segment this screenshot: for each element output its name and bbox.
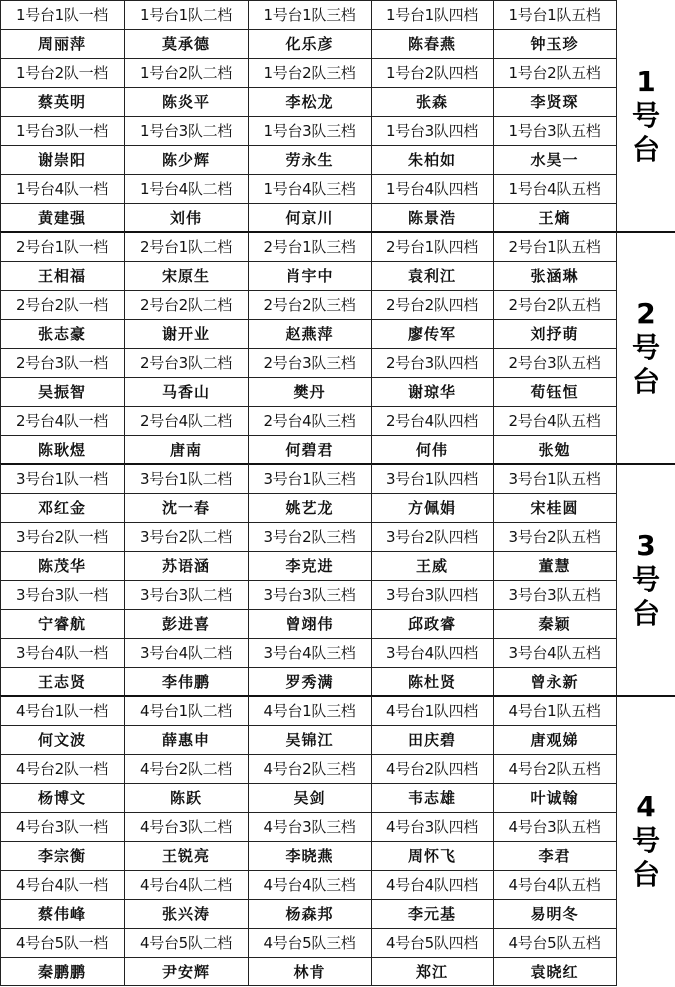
slot-label: 4号台4队五档 <box>508 876 601 894</box>
person-name: 吴锦江 <box>285 731 334 749</box>
person-name: 杨森邦 <box>285 905 334 923</box>
person-name: 董慧 <box>538 557 571 575</box>
column-divider <box>493 464 494 696</box>
slot-label: 1号台2队三档 <box>263 64 356 82</box>
column-divider <box>124 0 125 232</box>
person-name: 马香山 <box>161 383 210 401</box>
platform-label-char: 台 <box>631 365 660 398</box>
slot-label: 3号台4队五档 <box>508 644 601 662</box>
slot-label: 2号台3队一档 <box>16 354 108 372</box>
platform-label-char: 台 <box>631 858 660 891</box>
slot-label: 1号台3队二档 <box>140 122 232 140</box>
person-name: 王志贤 <box>37 673 86 691</box>
person-name: 唐观娣 <box>530 731 579 749</box>
slot-label: 4号台3队四档 <box>386 818 478 836</box>
slot-label: 3号台1队一档 <box>16 470 108 488</box>
slot-label: 2号台2队二档 <box>140 296 232 314</box>
slot-label: 1号台4队三档 <box>263 180 356 198</box>
bottom-border <box>0 985 616 986</box>
slot-label: 4号台2队一档 <box>16 760 108 778</box>
person-name: 李君 <box>538 847 571 865</box>
person-name: 宋桂圆 <box>530 499 579 517</box>
platform-label-char: 台 <box>631 133 660 166</box>
slot-label: 4号台5队一档 <box>16 934 108 952</box>
slot-label: 2号台3队五档 <box>508 354 601 372</box>
slot-label: 3号台1队四档 <box>386 470 478 488</box>
person-name: 沈一春 <box>161 499 210 517</box>
platform-label-char: 号 <box>631 563 660 596</box>
platform-label <box>617 0 675 232</box>
slot-label: 4号台5队五档 <box>508 934 601 952</box>
slot-label: 1号台4队一档 <box>16 180 108 198</box>
platform-label-char: 号 <box>631 824 660 857</box>
slot-label: 1号台2队五档 <box>508 64 601 82</box>
platform-label <box>617 464 675 696</box>
person-name: 李伟鹏 <box>161 673 210 691</box>
column-divider <box>124 696 125 986</box>
slot-label: 3号台2队四档 <box>386 528 478 546</box>
platform-label-char: 号 <box>631 331 660 364</box>
slot-label: 3号台3队三档 <box>263 586 356 604</box>
slot-label: 1号台3队一档 <box>16 122 108 140</box>
slot-label: 3号台3队五档 <box>508 586 601 604</box>
slot-label: 4号台3队三档 <box>263 818 356 836</box>
person-name: 陈跃 <box>169 789 202 807</box>
slot-label: 2号台3队三档 <box>263 354 356 372</box>
person-name: 黄建强 <box>37 209 86 227</box>
slot-label: 3号台4队四档 <box>386 644 478 662</box>
person-name: 谢开业 <box>161 325 210 343</box>
slot-label: 3号台1队三档 <box>263 470 356 488</box>
slot-label: 1号台4队二档 <box>140 180 232 198</box>
person-name: 易明冬 <box>530 905 579 923</box>
slot-label: 4号台3队五档 <box>508 818 601 836</box>
column-divider <box>371 232 372 464</box>
person-name: 何伟 <box>415 441 448 459</box>
person-name: 王熵 <box>538 209 571 227</box>
person-name: 何碧君 <box>285 441 334 459</box>
person-name: 林肯 <box>293 963 326 981</box>
person-name: 田庆碧 <box>407 731 456 749</box>
slot-label: 1号台1队三档 <box>263 6 356 24</box>
column-divider <box>0 464 1 696</box>
column-divider <box>493 696 494 986</box>
slot-label: 3号台2队五档 <box>508 528 601 546</box>
platform-label-char: 台 <box>631 597 660 630</box>
top-border <box>0 0 616 1</box>
person-name: 李克进 <box>285 557 334 575</box>
slot-label: 2号台1队五档 <box>508 238 601 256</box>
slot-label: 2号台2队三档 <box>263 296 356 314</box>
slot-label: 4号台1队三档 <box>263 702 356 720</box>
slot-label: 1号台2队四档 <box>386 64 478 82</box>
person-name: 曾翊伟 <box>285 615 334 633</box>
person-name: 王锐亮 <box>161 847 210 865</box>
slot-label: 1号台2队一档 <box>16 64 108 82</box>
person-name: 邓红金 <box>37 499 86 517</box>
person-name: 张森 <box>415 93 448 111</box>
slot-label: 1号台1队二档 <box>140 6 232 24</box>
column-divider <box>493 0 494 232</box>
slot-label: 3号台3队四档 <box>386 586 478 604</box>
person-name: 邱政睿 <box>407 615 456 633</box>
slot-label: 4号台2队三档 <box>263 760 356 778</box>
person-name: 薛惠申 <box>161 731 210 749</box>
person-name: 钟玉珍 <box>530 35 579 53</box>
platform-label-char: 号 <box>631 99 660 132</box>
person-name: 陈茂华 <box>37 557 86 575</box>
person-name: 唐南 <box>169 441 202 459</box>
platform-label <box>617 696 675 986</box>
slot-label: 4号台5队二档 <box>140 934 232 952</box>
slot-label: 1号台1队五档 <box>508 6 601 24</box>
slot-label: 4号台3队二档 <box>140 818 232 836</box>
person-name: 何文波 <box>37 731 86 749</box>
person-name: 罗秀满 <box>285 673 334 691</box>
slot-label: 4号台5队三档 <box>263 934 356 952</box>
slot-label: 4号台4队二档 <box>140 876 232 894</box>
slot-label: 2号台4队三档 <box>263 412 356 430</box>
person-name: 袁利江 <box>407 267 456 285</box>
platform-label <box>617 232 675 464</box>
person-name: 曾永新 <box>530 673 579 691</box>
slot-label: 4号台2队四档 <box>386 760 478 778</box>
person-name: 莫承德 <box>161 35 210 53</box>
person-name: 李宗衡 <box>37 847 86 865</box>
column-divider <box>493 232 494 464</box>
column-divider <box>248 232 249 464</box>
slot-label: 2号台1队二档 <box>140 238 232 256</box>
person-name: 陈炎平 <box>161 93 210 111</box>
slot-label: 2号台3队四档 <box>386 354 478 372</box>
person-name: 彭进喜 <box>161 615 210 633</box>
slot-label: 1号台1队一档 <box>16 6 108 24</box>
slot-label: 4号台3队一档 <box>16 818 108 836</box>
person-name: 朱柏如 <box>407 151 456 169</box>
person-name: 蔡伟峰 <box>37 905 86 923</box>
person-name: 何京川 <box>285 209 334 227</box>
slot-label: 2号台2队四档 <box>386 296 478 314</box>
person-name: 王威 <box>415 557 448 575</box>
column-divider <box>248 0 249 232</box>
slot-label: 4号台1队二档 <box>140 702 232 720</box>
slot-label: 3号台2队三档 <box>263 528 356 546</box>
slot-label: 1号台1队四档 <box>386 6 478 24</box>
slot-label: 1号台2队二档 <box>140 64 232 82</box>
slot-label: 2号台1队一档 <box>16 238 108 256</box>
slot-label: 2号台4队五档 <box>508 412 601 430</box>
slot-label: 3号台1队五档 <box>508 470 601 488</box>
person-name: 廖传军 <box>407 325 456 343</box>
person-name: 李元基 <box>407 905 456 923</box>
person-name: 陈杜贤 <box>407 673 456 691</box>
slot-label: 4号台5队四档 <box>386 934 478 952</box>
slot-label: 3号台3队二档 <box>140 586 232 604</box>
slot-label: 4号台4队三档 <box>263 876 356 894</box>
slot-label: 4号台4队四档 <box>386 876 478 894</box>
person-name: 韦志雄 <box>407 789 456 807</box>
column-divider <box>0 696 1 986</box>
person-name: 宁睿航 <box>37 615 86 633</box>
slot-label: 3号台4队一档 <box>16 644 108 662</box>
person-name: 张涵琳 <box>530 267 579 285</box>
person-name: 肖宇中 <box>285 267 334 285</box>
person-name: 陈少辉 <box>161 151 210 169</box>
column-divider <box>0 0 1 232</box>
person-name: 尹安辉 <box>161 963 210 981</box>
person-name: 周丽萍 <box>37 35 86 53</box>
person-name: 苏语涵 <box>161 557 210 575</box>
platform-label-char: 2 <box>636 297 656 330</box>
slot-label: 1号台3队四档 <box>386 122 478 140</box>
person-name: 杨博文 <box>37 789 86 807</box>
slot-label: 3号台2队一档 <box>16 528 108 546</box>
person-name: 周怀飞 <box>407 847 456 865</box>
person-name: 张兴涛 <box>161 905 210 923</box>
person-name: 叶诚翰 <box>530 789 579 807</box>
slot-label: 1号台3队三档 <box>263 122 356 140</box>
platform-label-char: 1 <box>636 65 656 98</box>
person-name: 吴振智 <box>37 383 86 401</box>
person-name: 蔡英明 <box>37 93 86 111</box>
person-name: 谢崇阳 <box>37 151 86 169</box>
person-name: 郑江 <box>415 963 448 981</box>
person-name: 李贤琛 <box>530 93 579 111</box>
slot-label: 2号台2队一档 <box>16 296 108 314</box>
slot-label: 4号台2队二档 <box>140 760 232 778</box>
slot-label: 3号台4队三档 <box>263 644 356 662</box>
person-name: 袁晓红 <box>530 963 579 981</box>
person-name: 张勉 <box>538 441 571 459</box>
slot-label: 2号台4队四档 <box>386 412 478 430</box>
column-divider <box>124 464 125 696</box>
person-name: 水昊一 <box>530 151 579 169</box>
slot-label: 2号台4队二档 <box>140 412 232 430</box>
person-name: 化乐彦 <box>285 35 334 53</box>
slot-label: 1号台4队四档 <box>386 180 478 198</box>
person-name: 宋原生 <box>161 267 210 285</box>
person-name: 樊丹 <box>293 383 326 401</box>
slot-label: 4号台1队五档 <box>508 702 601 720</box>
person-name: 陈景浩 <box>407 209 456 227</box>
slot-label: 2号台1队三档 <box>263 238 356 256</box>
person-name: 李晓燕 <box>285 847 334 865</box>
person-name: 刘抒萌 <box>530 325 579 343</box>
slot-label: 3号台2队二档 <box>140 528 232 546</box>
slot-label: 4号台4队一档 <box>16 876 108 894</box>
column-divider <box>371 0 372 232</box>
column-divider <box>371 696 372 986</box>
slot-label: 1号台4队五档 <box>508 180 601 198</box>
column-divider <box>371 464 372 696</box>
slot-label: 4号台1队四档 <box>386 702 478 720</box>
slot-label: 4号台2队五档 <box>508 760 601 778</box>
person-name: 刘伟 <box>169 209 202 227</box>
person-name: 赵燕萍 <box>285 325 334 343</box>
slot-label: 3号台4队二档 <box>140 644 232 662</box>
person-name: 谢琼华 <box>407 383 456 401</box>
column-divider <box>124 232 125 464</box>
person-name: 陈春燕 <box>407 35 456 53</box>
person-name: 吴剑 <box>293 789 326 807</box>
slot-label: 4号台1队一档 <box>16 702 108 720</box>
person-name: 张志豪 <box>37 325 86 343</box>
column-divider <box>248 464 249 696</box>
slot-label: 3号台3队一档 <box>16 586 108 604</box>
column-divider <box>248 696 249 986</box>
person-name: 王相福 <box>37 267 86 285</box>
slot-label: 2号台1队四档 <box>386 238 478 256</box>
person-name: 方佩娟 <box>407 499 456 517</box>
slot-label: 3号台1队二档 <box>140 470 232 488</box>
slot-label: 1号台3队五档 <box>508 122 601 140</box>
person-name: 李松龙 <box>285 93 334 111</box>
person-name: 劳永生 <box>285 151 334 169</box>
slot-label: 2号台3队二档 <box>140 354 232 372</box>
person-name: 秦鹏鹏 <box>37 963 86 981</box>
person-name: 姚艺龙 <box>285 499 334 517</box>
person-name: 秦颖 <box>538 615 571 633</box>
platform-label-char: 3 <box>636 529 656 562</box>
column-divider <box>0 232 1 464</box>
person-name: 荀钰恒 <box>530 383 579 401</box>
slot-label: 2号台4队一档 <box>16 412 108 430</box>
slot-label: 2号台2队五档 <box>508 296 601 314</box>
platform-label-char: 4 <box>636 790 656 823</box>
person-name: 陈耿煜 <box>37 441 86 459</box>
